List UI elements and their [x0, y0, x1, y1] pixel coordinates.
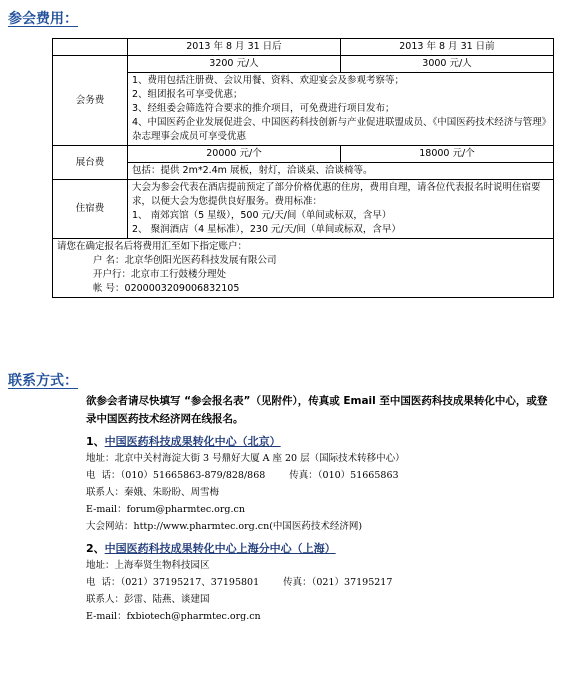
fees-table	[52, 38, 554, 298]
col-after-header: 2013 年 8 月 31 日后	[128, 39, 341, 56]
lodging-note: 2、 聚润酒店（4 星标准），230 元/天/间（单间或标双，含早）	[132, 224, 401, 235]
org2-heading	[86, 541, 556, 557]
org2-email: E-mail：fxbiotech@pharmtec.org.cn	[86, 611, 261, 622]
lodging-note: 1、 南郊宾馆（5 星级），500 元/天/间（单间或标双，含早）	[132, 210, 392, 221]
booth-note: 包括：提供 2m*2.4m 展板，射灯，洽谈桌、洽谈椅等。	[128, 163, 554, 180]
org1-heading-prefix: 1、	[86, 435, 105, 448]
org1-contacts: 联系人：秦娥、朱盼盼、周雪梅	[86, 487, 220, 498]
org1-fax: 传真：（010）51665863	[289, 470, 399, 481]
conference-price-after: 3200 元/人	[128, 56, 341, 73]
org1-phone-fax	[86, 467, 556, 484]
booth-label: 展台费	[53, 146, 128, 180]
lodging-note: 大会为参会代表在酒店提前预定了部分价格优惠的住房，费用自理，请各位代表报名时说明住宿要求，以便大会为您提供良好服务。费用标准：	[132, 182, 541, 207]
account-holder: 户 名：北京华创阳光医药科技发展有限公司	[93, 255, 277, 266]
conference-label: 会务费	[53, 56, 128, 146]
org1-heading-text: 中国医药科技成果转化中心（北京）	[104, 435, 281, 448]
booth-price-row	[53, 146, 554, 163]
contact-intro: 欲参会者请尽快填写 “参会报名表”（见附件），传真或 Email 至中国医药科技成果转化中心，或登录中国医药技术经济网在线报名。	[86, 395, 548, 425]
account-info	[53, 239, 554, 298]
org1-email: E-mail：forum@pharmtec.org.cn	[86, 504, 245, 515]
contact-block	[86, 392, 556, 625]
conference-notes	[128, 73, 554, 146]
lodging-label: 住宿费	[53, 180, 128, 239]
lodging-notes	[128, 180, 554, 239]
org1-heading	[86, 434, 556, 450]
org2-fax: 传真：（021）37195217	[283, 577, 393, 588]
fees-section-title: 参会费用：	[8, 11, 78, 27]
org2-address: 地址：上海奉贤生物科技园区	[86, 560, 210, 571]
org2-phone: 电 话：（021）37195217、37195801	[86, 577, 260, 588]
booth-price-before: 18000 元/个	[340, 146, 553, 163]
contact-section-title: 联系方式：	[8, 373, 78, 389]
conference-notes-row	[53, 73, 554, 146]
conference-note: 4、中国医药企业发展促进会、中国医药科技创新与产业促进联盟成员、《中国医药技术经济与管理》杂志理事会成员可享受优惠	[132, 117, 547, 142]
header-empty-cell	[53, 39, 128, 56]
conference-note: 3、经组委会筛选符合要求的推介项目，可免费进行项目发布；	[132, 103, 395, 114]
conference-price-before: 3000 元/人	[340, 56, 553, 73]
org2-contacts: 联系人：彭雷、陆燕、谈建国	[86, 594, 210, 605]
fees-header-row	[53, 39, 554, 56]
booth-note-row	[53, 163, 554, 180]
org2-phone-fax	[86, 574, 556, 591]
conference-note: 1、费用包括注册费、会议用餐、资料、欢迎宴会及参观考察等；	[132, 75, 405, 86]
org2-heading-text: 中国医药科技成果转化中心上海分中心（上海）	[104, 542, 336, 555]
org1-website: 大会网站：http://www.pharmtec.org.cn(中国医药技术经济网)	[86, 521, 363, 532]
org2-heading-prefix: 2、	[86, 542, 105, 555]
booth-price-after: 20000 元/个	[128, 146, 341, 163]
col-before-header: 2013 年 8 月 31 日前	[340, 39, 553, 56]
account-row	[53, 239, 554, 298]
org1-address: 地址：北京中关村海淀大街 3 号鼎好大厦 A 座 20 层（国际技术转移中心）	[86, 453, 405, 464]
lodging-row	[53, 180, 554, 239]
conference-note: 2、组团报名可享受优惠；	[132, 89, 243, 100]
account-bank: 开户行：北京市工行鼓楼分理处	[93, 269, 227, 280]
org1-phone: 电 话：（010）51665863-879/828/868	[86, 470, 266, 481]
conference-price-row	[53, 56, 554, 73]
account-intro: 请您在确定报名后将费用汇至如下指定账户：	[57, 241, 248, 252]
account-number: 帐 号：0200003209006832105	[93, 283, 240, 294]
